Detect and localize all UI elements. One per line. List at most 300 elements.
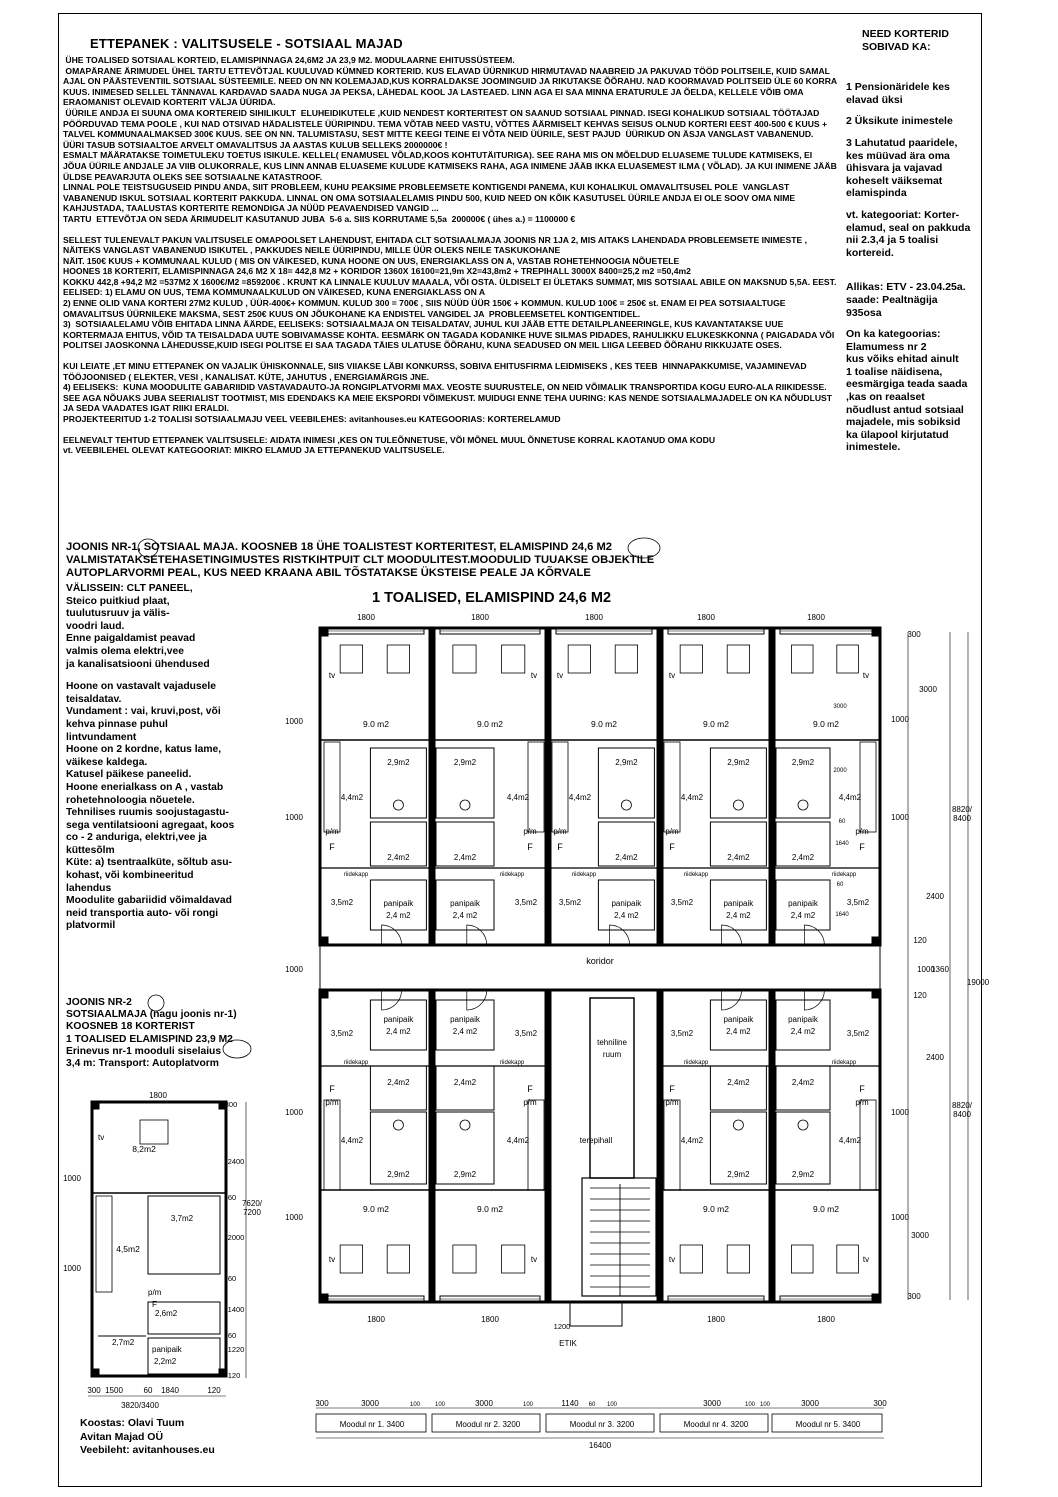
table [502, 1245, 525, 1273]
panipaik-label: panipaik [788, 899, 818, 908]
shower [710, 1066, 766, 1110]
bathroom-area-label: 3,7m2 [170, 1214, 194, 1223]
fuse-label: F [527, 842, 533, 852]
bathroom-area-label: 2,9m2 [387, 1170, 410, 1179]
dimension-label: 1800 [481, 1315, 499, 1324]
toilet [798, 1120, 808, 1130]
hall-area-label: 4,4m2 [506, 1136, 530, 1145]
wall-post [320, 628, 328, 636]
suitability-item: 1 Pensionäridele kes elavad üksi [846, 81, 950, 106]
dimension-label: 3000 [703, 1399, 721, 1408]
corridor-label: koridor [586, 956, 614, 966]
storage-area-label: 3,5m2 [846, 1029, 870, 1038]
dimension-label: 1220 [227, 1345, 245, 1354]
dimension-label: 3000 [919, 685, 937, 694]
module-wall [657, 628, 663, 945]
wardrobe-label: riidekapp [571, 872, 597, 878]
wall-post [872, 990, 880, 998]
kitchen-counter [324, 742, 340, 832]
technical-room-label: tehniline [597, 1038, 627, 1047]
storage-area-label: 3,5m2 [670, 898, 694, 907]
entrance-label: ETIK [559, 1339, 577, 1348]
panipaik-area-label: 2,4 m2 [790, 911, 816, 920]
fuse-label: F [859, 1084, 865, 1094]
proposal-paragraph: ESMALT MÄÄRATAKSE TOIMETULEKU TOETUS ISIKULE. KELLEL( ENAMUSEL VÕLAD,KOOS KOHTUTÄITURIGA). SEE RAHA MIS ON MÕELDUD ELUASEME TULUDE KATMISEKS, EI JÕUA ÜÜRILE ANDJALE JA VIIB OLUKORRALE, KUS LINN ANNAB ELUASEME KULUDE KATMISEKS RAHA, AGA INIMENE JÄÄB IKKA ELUASEMEST ILMA ( VÕLAD). JA KUI INIMENE JÄÄB ÜLDSE PEAVARJUTA OLEKS SEE SOTSIAALNE KATASTROOF. [63, 150, 840, 182]
dimension-label: 3000 [911, 1231, 929, 1240]
highlight-circle [138, 539, 158, 557]
dimension-label: 3000 [801, 1399, 819, 1408]
dimension-label: 1000 [917, 965, 935, 974]
dimension-label: 3000 [361, 1399, 379, 1408]
hall-area-label: 4,4m2 [506, 793, 530, 802]
dimension-label: 300 [224, 1100, 238, 1109]
dimension-label: 3000 [833, 704, 847, 710]
appliance-label: p/m [325, 827, 339, 836]
joonis2-line: 1 TOALISED ELAMISPIND 23,9 M2 [66, 1033, 233, 1045]
dimension-label: 2400 [926, 892, 944, 901]
room-area-label: 9.0 m2 [703, 1204, 729, 1214]
dimension-label: 60 [143, 1386, 153, 1395]
door-swing [610, 925, 630, 945]
suitability-item: On ka kategoorias: Elamumess nr 2 kus võiks ehitad ainult 1 toalise näidisena, eesmärgiga teada saada ,kas on reaalset nõudlust antud sotsiaal majadele, mis sobiksid ka ülapool kirjutatud inimestele. [846, 328, 968, 454]
joonis1-line: VALMISTATAKSETEHASETINGIMUSTES RISTKIHTPUIT CLT MOODULITEST.MOODULID TUUAKSE OBJEKTILE [66, 554, 655, 567]
dimension-label: 1000 [285, 1108, 303, 1117]
bathroom-area-label: 2,9m2 [791, 758, 815, 767]
panipaik-label: panipaik [450, 1015, 480, 1024]
dimension-label: 1800 [357, 613, 375, 622]
wall-post [872, 937, 880, 945]
bathroom-area-label: 2,9m2 [453, 758, 477, 767]
dimension-label: 2400 [926, 1053, 944, 1062]
kitchen-counter [860, 742, 876, 832]
storage-area-label: 3,5m2 [330, 1029, 354, 1038]
proposal-paragraph: HOONES 18 KORTERIT, ELAMISPINNAGA 24,6 M2 X 18= 442,8 M2 + KORIDOR 1360X 16100=21,9m X2=43,8m2 + TREPIHALL 3000X 8400=25,2 m2 =50,4m2 [63, 266, 691, 277]
fuse-label: F [859, 842, 865, 852]
dimension-label: 100 [434, 1402, 446, 1408]
credit-author: Koostas: Olavi Tuum [80, 1417, 185, 1429]
tv-label: tv [668, 671, 676, 680]
panipaik-label: panipaik [383, 899, 414, 908]
module-label: Moodul nr 1. 3400 [339, 1420, 405, 1429]
proposal-paragraph: SELLEST TULENEVALT PAKUN VALITSUSELE OMAPOOLSET LAHENDUST, EHITADA CLT SOTSIAALMAJA JOONIS NR 1JA 2, MIS AITAKS LAHENDADA PROBLEEMSETE INIMESTE , NÄITEKS VANGLAST VABANENUD ISIKUTEL , PAKKUDES NEILE ÜÜRIPINDU, MILLE ÜÜR OLEKS NEILE TASKUKOHANE [63, 234, 810, 256]
hall-area-label: 4,4m2 [340, 1136, 364, 1145]
hall-area-label: 4,4m2 [568, 793, 592, 802]
kitchen-counter [664, 1100, 680, 1190]
room-area-label: 9.0 m2 [813, 1204, 839, 1214]
bed [453, 645, 476, 673]
plan-title: 1 TOALISED, ELAMISPIND 24,6 M2 [372, 590, 612, 606]
storage-area-label: 3,5m2 [670, 1029, 694, 1038]
dimension-label: 120 [227, 1371, 241, 1380]
toilet [733, 800, 743, 810]
building-description: Hoone on vastavalt vajadusele teisaldatav. Vundament : vai, kruvi,post, või kehva pinnase puhul lintvundament Hoone on 2 kordne, katus lame, väikese kaldega. Katusel päikese paneelid. Hoone enerialkass on A , vastab rohetehnoloogia nõuetele. Tehnilises ruumis soojustagastu- sega ventilatsiooni agregaat, koos co - 2 anduriga, elektri,vee ja küttesõlm Küte: a) tsentraalküte, sõltub asu- kohast, või kombineeritud lahendus Moodulite gabariidid võimaldavad neid transportia auto- või rongi platvormil [66, 681, 235, 932]
appliance-label: p/m [665, 1098, 679, 1107]
dimension-label: 1840 [161, 1386, 179, 1395]
wardrobe-label: riidekapp [343, 872, 369, 878]
wall-description: VÄLISSEIN: CLT PANEEL, Steico puitkiud plaat, tuulutusruuv ja välis- voodri laud. Enne paigaldamist peavad valmis olema elektri,vee ja kanalisatsiooni ühendused [66, 583, 210, 670]
module-wall [545, 990, 551, 1302]
proposal-paragraph: ÜHE TOALISED SOTSIAAL KORTEID, ELAMISPINNAGA 24,6M2 JA 23,9 M2. MODULAARNE EHITUSSÜSTEEM. [63, 55, 515, 65]
dimension-label: 1000 [891, 1213, 909, 1222]
tv-label: tv [98, 1133, 105, 1142]
bed [340, 1245, 362, 1273]
wardrobe-label: riidekapp [499, 872, 525, 878]
wardrobe-label: riidekapp [831, 872, 857, 878]
module-label: Moodul nr 5. 3400 [795, 1420, 861, 1429]
kitchen-counter [860, 1100, 876, 1190]
highlight-circle [148, 995, 164, 1011]
panipaik-area-label: 2,4 m2 [726, 911, 751, 920]
fuse-label: F [669, 842, 675, 852]
shower-area-label: 2,4m2 [453, 1078, 477, 1087]
bed [680, 1245, 702, 1273]
dimension-label: 1000 [285, 1213, 303, 1222]
proposal-paragraph: EELNEVALT TEHTUD ETTEPANEK VALITSUSELE: AIDATA INIMESI ,KES ON TULEÕNNETUSE, VÕI MÕNEL MUUL ÕNNETUSE KORRAL KAOTANUD OMA KODU [63, 434, 716, 445]
fuse-label: F [669, 1084, 675, 1094]
dimension-label: 100 [606, 1402, 618, 1408]
dimension-label: 19000 [966, 978, 990, 987]
shower-area-label: 2,4m2 [727, 853, 750, 862]
dimension-label: 120 [913, 991, 927, 1000]
hall-area-label: 4,4m2 [680, 1136, 704, 1145]
wall-post [92, 1102, 99, 1109]
table [502, 645, 525, 673]
module-wall [545, 628, 551, 945]
joonis2-line: 3,4 m: Transport: Autoplatvorm [66, 1058, 219, 1070]
module-label: Moodul nr 3. 3200 [569, 1420, 635, 1429]
dimension-label: 1000 [63, 1264, 81, 1273]
dimension-label: 100 [409, 1402, 421, 1408]
panipaik-label: panipaik [383, 1015, 414, 1024]
technical-room [590, 998, 634, 1178]
toilet [798, 800, 808, 810]
dimension-label: 100 [522, 1402, 534, 1408]
storage-room [710, 1000, 766, 1050]
highlight-circle [223, 1040, 251, 1058]
table [837, 645, 859, 673]
dimension-label: 1800 [817, 1315, 835, 1324]
fuse-label: F [527, 1084, 533, 1094]
module-wall [657, 990, 663, 1302]
panipaik-label: panipaik [611, 899, 642, 908]
dimension-label: 100 [759, 1402, 771, 1408]
dimension-label: 1800 [697, 613, 715, 622]
proposal-paragraph: 4) EELISEKS: KUNA MOODULITE GABARIIDID VASTAVADAUTO-JA RONGIPLATVORMI MAX. VEOSTE SUURUSTELE, ON NEID VÕIMALIK TRANSPORTIDA KOGU EURO-ALA RIIKIDESSE. SEE AGA NÕUAKS JUBA SEERIALIST TOOTMIST, MIS EDENDAKS KA MEIE EKSPORDI VÕIMEKUST. MUIDUGI ENNE TEHA UURING: KAS NENDE SOTSIAALMAJADELE ON KA NÕUDLUST JA SEDA VAADATES IGAT RIIKI ERALDI. [63, 382, 835, 414]
technical-room-label: ruum [602, 1050, 622, 1059]
bathroom-area-label: 2,9m2 [453, 1170, 477, 1179]
module-label: Moodul nr 4. 3200 [683, 1420, 749, 1429]
credit-company: Avitan Majad OÜ [80, 1430, 164, 1443]
hall-area-label: 4,4m2 [680, 793, 704, 802]
table [387, 645, 409, 673]
toilet [621, 800, 631, 810]
shower [148, 1302, 220, 1334]
storage-area-label: 2,7m2 [112, 1338, 135, 1347]
appliance-label: p/m [665, 827, 679, 836]
door-swing [467, 925, 487, 945]
appliance-label: p/m [855, 1098, 869, 1107]
lower-block-outline [320, 990, 880, 1302]
table [615, 645, 637, 673]
proposal-paragraph: ÜÜRI TASUB SOTSIAALTOE ARVELT OMAVALITSUS JA AASTAS KULUB SELLEKS 2000000€ ! [63, 139, 448, 150]
bed [791, 1245, 813, 1273]
table [837, 1245, 859, 1273]
room-area-label: 9.0 m2 [363, 719, 389, 729]
kitchen-counter [96, 1196, 112, 1292]
suitability-item: vt. kategooriat: Korter- elamud, seal on pakkuda nii 2.3,4 ja 5 toalisi kortereid. [846, 208, 971, 259]
proposal-paragraph: EELISED: 1) ELAMU ON UUS, TEMA KOMMUNAALKULUD ON VÄIKESED, KUNA ENERGIAKLASS ON A [63, 287, 486, 298]
shower [370, 1066, 426, 1110]
bed [680, 645, 702, 673]
dimension-label: 1640 [835, 841, 849, 847]
upper-block-outline [320, 628, 880, 945]
tv-label: tv [530, 1255, 538, 1264]
bathroom-area-label: 2,9m2 [387, 758, 410, 767]
toilet [460, 800, 470, 810]
appliance-label: p/m [523, 827, 537, 836]
tv-label: tv [328, 671, 336, 680]
storage-area-label: 3,5m2 [330, 898, 354, 907]
shower-area-label: 2,4m2 [453, 853, 477, 862]
credit-website: Veebileht: avitanhouses.eu [80, 1444, 215, 1457]
dimension-label: 1140 [561, 1399, 579, 1408]
storage-area-label: 3,5m2 [558, 898, 582, 907]
kitchen-counter [552, 742, 568, 832]
wardrobe-label: riidekapp [683, 1060, 709, 1066]
dimension-label: 2000 [833, 768, 847, 774]
panipaik-label: panipaik [723, 1015, 754, 1024]
fuse-label: F [329, 842, 335, 852]
dimension-label: 60 [836, 882, 844, 888]
bed [453, 1245, 476, 1273]
module-wall [769, 990, 775, 1302]
proposal-paragraph: 3) SOTSIAALELAMU VÕIB EHITADA LINNA ÄÄRDE, EELISEKS: SOTSIAALMAJA ON TEISALDATAV, JUHUL KUI JÄÄB ETTE DETAILPLANEERINGLE, KUS KAVANTATAKSE UUE KORTERMAJA EHITUS, VÕID TA TEISALDADA UUTE SOBIVAMASSE KOHTA. EESMÄRK ON TAGADA KODANIKE HUVE SILMAS PIDADES, RAHULIKKU ELUKESKKONNA ( PAIGADADA VÕI POLITSEI JAOSKONNA LÄHEDUSSE,KUID ISEGI POLITSE EI SAA TAGADA TÄIES ULATUSE ÕÕRAHU, KUNA SEADUSED ON MEIL LIIGA LEEBED ÕÕRAHU RIKKUJATE OSES. [63, 319, 837, 351]
proposal-paragraph: LINNAL POLE TEISTSUGUSEID PINDU ANDA, SIIT PROBLEEM, KUHU PEAKSIME PROBLEEMSETE KONTIGENDI PANEMA, KUI KOHALIKUL OMAVALITSUSEL POLE VANGLAST VABANENUD ISKUL SOTSIAAL KORTERIT PAKKUDA. LINNAL ON OMA SOTSIAALELAMIS PINDU 500, KUID NEED ON KÕIK KASUTUSEL ÜÜRILE ANDJA EI OLE SOOV OMA NIME KAHJUSTADA, TAALUSTAS KORTERITE REMONDIGA JA NÜÜD PEAVAENDISED VANGID ... [63, 182, 798, 214]
kitchen-counter [528, 1100, 544, 1190]
dimension-label: 1800 [585, 613, 603, 622]
total-width-label: 16400 [588, 1441, 612, 1450]
dimension-label: 60 [227, 1193, 237, 1202]
panipaik-label: panipaik [723, 899, 754, 908]
suitability-item: 2 Üksikute inimestele [846, 115, 953, 128]
right-column-heading: NEED KORTERID SOBIVAD KA: [862, 28, 949, 53]
dimension-label: 1800 [471, 613, 489, 622]
storage-area-label: 3,5m2 [846, 898, 870, 907]
tv-label: tv [530, 671, 538, 680]
module-wall [429, 990, 435, 1302]
panipaik-area-label: 2,4 m2 [790, 1027, 816, 1036]
door-swing [382, 925, 402, 945]
page-title: ETTEPANEK : VALITSUSELE - SOTSIAAL MAJAD [90, 36, 403, 51]
room-area-label: 9.0 m2 [363, 1204, 389, 1214]
room-area-label: 9.0 m2 [813, 719, 839, 729]
shower-area-label: 2,4m2 [791, 853, 815, 862]
panipaik-area-label: 2,4 m2 [386, 1027, 411, 1036]
dimension-label: 60 [838, 819, 846, 825]
tv-label: tv [668, 1255, 676, 1264]
dimension-label: 1000 [285, 965, 303, 974]
bed [140, 1120, 168, 1144]
dimension-label: 60 [227, 1331, 237, 1340]
storage-room [776, 1000, 830, 1050]
door-swing [804, 925, 824, 945]
dimension-label: 100 [744, 1402, 756, 1408]
dimension-label: 60 [227, 1274, 237, 1283]
room-area-label: 9.0 m2 [477, 719, 503, 729]
fuse-label: F [557, 842, 563, 852]
proposal-paragraph: 2) ENNE OLID VANA KORTERI 27M2 KULUD , ÜÜR-400€+ KOMMUN. KULUD 300 = 700€ , SIIS NÜÜD ÜÜR 150€ + KOMMUN. KULUD 100€ = 250€ st. ENAM EI PEA SOTSIAALTUGE OMAVALITSUS ÜÜRNILEKE MAKSMA, SEST 250€ KUUS ON JÕUKOHANE KA ENDISTEL VANGIDEL JA PROBLEEMSETEL KONTIGENTIDEL. [63, 298, 791, 319]
bed [791, 645, 813, 673]
hall-area-label: 4,4m2 [838, 1136, 862, 1145]
wall-post [320, 990, 328, 998]
dimension-label: 1000 [891, 1108, 909, 1117]
dimension-label: 1400 [227, 1305, 245, 1314]
storage-area-label: 3,5m2 [514, 898, 538, 907]
dimension-label: 300 [873, 1399, 887, 1408]
room-area-label: 9.0 m2 [477, 1204, 503, 1214]
table [387, 1245, 409, 1273]
hall-area-label: 4,5m2 [116, 1244, 140, 1254]
dimension-label: 7620/ 7200 [241, 1199, 263, 1217]
fuse-label: F [329, 1084, 335, 1094]
toilet [733, 1120, 743, 1130]
shower-area-label: 2,4m2 [791, 1078, 815, 1087]
wall-post [92, 1369, 99, 1376]
storage-room [436, 1000, 494, 1050]
dimension-label: 2000 [227, 1233, 245, 1242]
dimension-label: 1640 [835, 912, 849, 918]
proposal-paragraph: ÜÜRILE ANDJA EI SUUNA OMA KORTEREID SIHILIKULT ELUHEIDIKUTELE ,KUID NENDEST KORTERITEST ON SAANUD SOTSIAAL PINNAD. ISEGI KOHALIKUD SOTSIAAL TÖÖTAJAD PÖÖRDUVAD TEMA POOLE , KUI NAD OTSIVAD HÄDALISTELE ÜÜRIPINDU. TEMA VÕTAB NEED VASTU, VÕTTES ÄÄRMISELT KEHVAS SEISUS OLNUD KORTERI EEST 400-500 € KUUS + TALVEL KOMMUNAALMAKSED 300€ KUUS. SEE ON NN. TALUMISTASU, SEST MITTE KEEGI TEINE EI VÕTA NEID ÜÜRILE, SEST PAJUD ÜÜRIKUD ON ÄSJA VANGLAST VABANENUD. [63, 107, 830, 140]
appliance-label: p/m [553, 827, 567, 836]
dimension-label: 1800 [367, 1315, 385, 1324]
kitchen-counter [664, 742, 680, 832]
wardrobe-label: riidekapp [343, 1060, 369, 1066]
toilet [393, 1120, 403, 1130]
wall-post [872, 1294, 880, 1302]
shower-area-label: 2,4m2 [387, 1078, 410, 1087]
appliance-label: p/m [855, 827, 869, 836]
panipaik-area-label: 2,4 m2 [452, 911, 478, 920]
room-area-label: 9.0 m2 [703, 719, 729, 729]
wall-post [320, 937, 328, 945]
proposal-paragraph: NÄIT. 150€ KUUS + KOMMUNAAL KULUD ( MIS ON VÄIKESED, KUNA HOONE ON UUS, ENERGIAKLASS ON A, VASTAB ROHETEHNOOGIA NÕUETELE [63, 255, 680, 266]
dimension-label: 1800 [149, 1091, 167, 1100]
entrance-porch [570, 1302, 622, 1326]
proposal-paragraph: KUI LEIATE ,ET MINU ETTEPANEK ON VAJALIK ÜHISKONNALE, SIIS VIIAKSE LÄBI KONKURSS, SOBIVA EHITUSFIRMA LEIDMISEKS , KES TEEB HINNAPAKKUMISE, VAJAMINEVAD TÖÖJOONISED ( ELEKTER, VESI , KANALISAT. KÜTE, JAHUTUS , ENERGIAMÄRGIS JNE. [63, 361, 809, 382]
panipaik-label: panipaik [788, 1015, 818, 1024]
bed [340, 645, 362, 673]
wardrobe-label: riidekapp [683, 872, 709, 878]
dimension-label: 1360 [931, 965, 949, 974]
proposal-paragraph: vt. VEEBILEHEL OLEVAT KATEGOORIAT: MIKRO ELAMUD JA ETTEPANEKUD VALITSUSELE. [63, 445, 445, 456]
storage-room [148, 1338, 220, 1374]
dimension-label: 1000 [63, 1174, 81, 1183]
tv-label: tv [862, 1255, 870, 1264]
proposal-paragraph: KOKKU 442,8 +94,2 M2 =537M2 X 1600€/M2 =859200€ . KRUNT KA LINNALE KUULUV MAAALA, VÕI OSTA. ÜLDISELT EI ÜLETAKS SUMMAT, MIS SOTSIAAL ABILE ON MAKSNUD 5,5A. EEST. [63, 276, 837, 287]
dimension-label: 1000 [891, 715, 909, 724]
panipaik-label: panipaik [152, 1345, 182, 1354]
dimension-label: 300 [87, 1386, 101, 1395]
bathroom [148, 1196, 220, 1274]
dimension-label: 1000 [285, 813, 303, 822]
joonis2-line: SOTSIAALMAJA (nagu joonis nr-1) [66, 1009, 237, 1021]
toilet [393, 800, 403, 810]
shower-area-label: 2,6m2 [155, 1309, 178, 1318]
wall-post [320, 1294, 328, 1302]
shower-area-label: 2,4m2 [727, 1078, 750, 1087]
kitchen-counter [528, 742, 544, 832]
panipaik-area-label: 2,4 m2 [614, 911, 639, 920]
suitability-item: 3 Lahutatud paaridele, kes müüvad ära oma ühisvara ja vajavad koheselt väiksemat elamispinda [846, 136, 958, 200]
bed [568, 645, 590, 673]
dimension-label: 3000 [475, 1399, 493, 1408]
wall-post [872, 628, 880, 636]
joonis2-line: JOONIS NR-2 [66, 997, 132, 1008]
panipaik-area-label: 2,4 m2 [452, 1027, 478, 1036]
highlight-circle [628, 538, 660, 558]
dimension-label: 1000 [891, 813, 909, 822]
proposal-paragraph: OMAPÄRANE ÄRIMUDEL ÜHEL TARTU ETTEVÕTJAL KUULUVAD KÜMNED KORTERID. KUS ELAVAD ÜÜRNIKUD HIRMUTAVAD NAABREID JA PAKUVAD TÖÖD POLITSEILE, KUID SAMAL AJAL ON PÄÄSTEVENTIIL SOTSIAAL SÜSTEEMILE. NEED ON NN KOLEMAJAD,KUS KORRALDAKSE JOOMINGUID JA RIKUTAKSE ÕÕRAHU. NAD KOORMAVAD POLITSEID ÜLE 60 KORRA KUUS. INIMESED SELLEL TÄNNAVAL KARDAVAD SAADA NUGA JA PEKSA, LÄHEDAL KOOL JA LASTEAED. LINN AGA EI SAA MINNA ERATURULE JA ÕELDA, KELLELE VÕIB OMA ERAOMANIST OLEVAID KORTERIT VÄLJA ÜÜRIDA. [63, 65, 840, 108]
shower [776, 1066, 830, 1110]
suitability-item: Allikas: ETV - 23.04.25a. saade: Pealtnägija 935osa [846, 281, 966, 319]
door-swing [722, 925, 742, 945]
panipaik-area-label: 2,4 m2 [386, 911, 411, 920]
joonis1-line: JOONIS NR-1, SOTSIAAL MAJA. KOOSNEB 18 ÜHE TOALISTEST KORTERITEST, ELAMISPIND 24,6 M2 [66, 541, 612, 553]
panipaik-area-label: 2,2m2 [154, 1357, 177, 1366]
proposal-paragraph: TARTU ETTEVÕTJA ON SEDA ÄRIMUDELIT KASUTANUD JUBA 5-6 a. SIIS KORRUTAME 5,5a 200000€ ( ühes a.) = 1100000 € [63, 213, 576, 224]
staircase [582, 1178, 656, 1296]
panipaik-label: panipaik [450, 899, 480, 908]
tv-label: tv [862, 671, 870, 680]
bathroom-area-label: 2,9m2 [791, 1170, 815, 1179]
dimension-label: 2400 [227, 1157, 245, 1166]
bathroom-area-label: 2,9m2 [727, 758, 750, 767]
tv-label: tv [556, 671, 564, 680]
bathroom-area-label: 2,9m2 [727, 1170, 750, 1179]
joonis2-line: KOOSNEB 18 KORTERIST [66, 1021, 195, 1033]
dimension-label: 300 [315, 1399, 329, 1408]
appliance-label: p/m [148, 1288, 162, 1297]
kitchen-counter [324, 1100, 340, 1190]
dimension-label: 120 [207, 1386, 221, 1395]
dimension-label: 1800 [707, 1315, 725, 1324]
fuse-label: F [152, 1300, 157, 1309]
dimension-label: 1500 [105, 1386, 123, 1395]
storage-area-label: 3,5m2 [514, 1029, 538, 1038]
room-area-label: 8,2m2 [132, 1144, 156, 1154]
module-label: Moodul nr 2. 3200 [455, 1420, 521, 1429]
dimension-label: 1200 [553, 1322, 571, 1331]
appliance-label: p/m [523, 1098, 537, 1107]
hall-area-label: 4,4m2 [340, 793, 364, 802]
wardrobe-label: riidekapp [831, 1060, 857, 1066]
stairhall-label: terepihall [579, 1136, 613, 1145]
bathroom-area-label: 2,9m2 [615, 758, 638, 767]
room-area-label: 9.0 m2 [591, 719, 617, 729]
dimension-label: 1800 [807, 613, 825, 622]
dimension-label: 8820/ 8400 [951, 1101, 973, 1119]
panipaik-area-label: 2,4 m2 [726, 1027, 751, 1036]
dimension-label: 120 [913, 936, 927, 945]
dimension-label: 300 [907, 630, 921, 639]
table [727, 645, 749, 673]
shower [436, 1066, 494, 1110]
table [727, 1245, 749, 1273]
module-wall [769, 628, 775, 945]
joonis2-line: Erinevus nr-1 mooduli siselaius [66, 1045, 222, 1057]
shower-area-label: 2,4m2 [387, 853, 410, 862]
proposal-paragraph: PROJEKTEERITUD 1-2 TOALISI SOTSIAALMAJU VEEL VEEBILEHES: avitanhouses.eu KATEGOORIAS: KORTERELAMUD [63, 414, 561, 424]
